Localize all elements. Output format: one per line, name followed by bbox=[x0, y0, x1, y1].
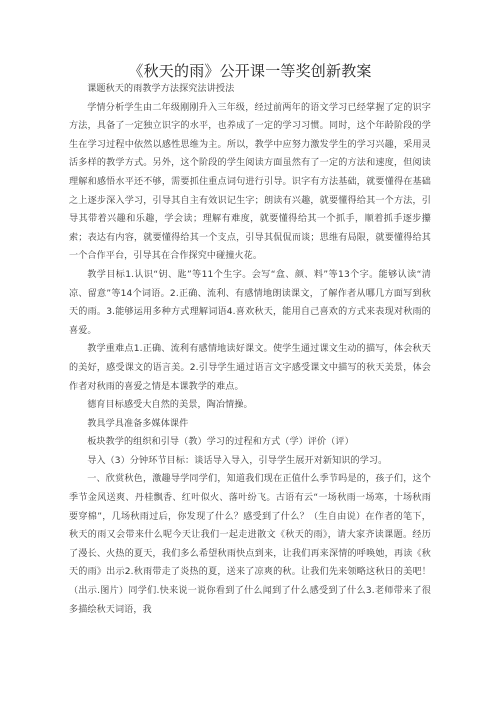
paragraph-key-difficulties: 教学重难点1.正确、流利有感情地读好课文。使学生通过课文生动的描写，体会秋天的美好，感受课文的语言美。2.引导学生通过语言文字感受课文中描写的秋天美景，体会作者对秋雨的喜爱之情是本课教学的难点。 bbox=[69, 344, 431, 392]
paragraph-learning-analysis: 学情分析学生由二年级刚刚升入三年级，经过前两年的语文学习已经掌握了定的识字方法，具备了一定独立识字的水平，也养成了一定的学习习惯。同时，这个年龄阶段的学生在学习过程中依然以感性思维为主。所以，教学中应努力激发学生的学习兴趣，采用灵活多样的教学方式。另外，这个阶段的学生阅读方面虽然有了一定的方法和速度，但阅读理解和感悟水平还不够，需要抓住重点词句进行引导。识字有方法基础，就要懂得在基础之上逐步深入学习，引导其自主有效识记生字；朗读有兴趣，就要懂得给其一个方法，引导其带着兴趣和乐趣，学会读；理解有难度，就要懂得给其一个抓手，顺着抓手逐步攥索；表达有内容，就要懂得给其一个支点，引导其侃侃而谈；思维有局限，就要懂得给其一个合作平台，引导其在合作探究中碰撞火花。 bbox=[69, 102, 431, 262]
paragraph-teaching-aids: 教具学具准备多媒体课件 bbox=[87, 418, 189, 429]
paragraph-topic: 课题秋天的雨教学方法探究法讲授法 bbox=[87, 84, 235, 94]
document-title: 《秋天的雨》公开课一等奖创新教案 bbox=[128, 62, 372, 80]
paragraph-section-header: 板块教学的组织和引导（教）学习的过程和方式（学）评价（评） bbox=[87, 437, 354, 448]
paragraph-introduction: 导入（3）分钟环节目标：谈话导入导入，引导学生展开对新知识的学习。 bbox=[87, 455, 388, 466]
paragraph-moral-goal: 德育目标感受大自然的美景，陶冶情操。 bbox=[87, 400, 253, 411]
paragraph-teaching-goals: 教学目标1.认识“钥、匙”等11个生字。会写“盒、颜、料”等13个字。能够认读“清凉、留意”等14个词语。2.正确、流利、有感情地朗读课文，了解作者从哪几方面写到秋天的雨。3.能够运用多种方式理解词语4.喜欢秋天，能用自己喜欢的方式来表现对秋雨的喜爱。 bbox=[69, 269, 431, 336]
document-body bbox=[69, 80, 431, 619]
paragraph-activity-one: 一、欣赏秋色，激趣导学同学们，知道我们现在正值什么季节吗是的，孩子们，这个季节金风送爽、丹桂飘香、红叶似火、落叶纷飞。古语有云“一场秋雨一场寒，十场秋雨要穿棉”，几场秋雨过后，你发现了什么？感受到了什么？（生自由说）在作者的笔下，秋天的雨又会带来什么呢今天让我们一起走进散文《秋天的雨》，请大家齐读课题。经历了漫长、火热的夏天，我们多么希望秋雨快点到来，让我们再来深情的呼唤她，再读《秋天的雨》出示2.秋雨带走了炎热的夏，送来了凉爽的秋。让我们先来领略这秋日的美吧！（出示.图片）同学们.快来说一说你看到了什么闻到了什么感受到了什么3.老师带来了很多描绘秋天词语，我 bbox=[69, 474, 431, 615]
